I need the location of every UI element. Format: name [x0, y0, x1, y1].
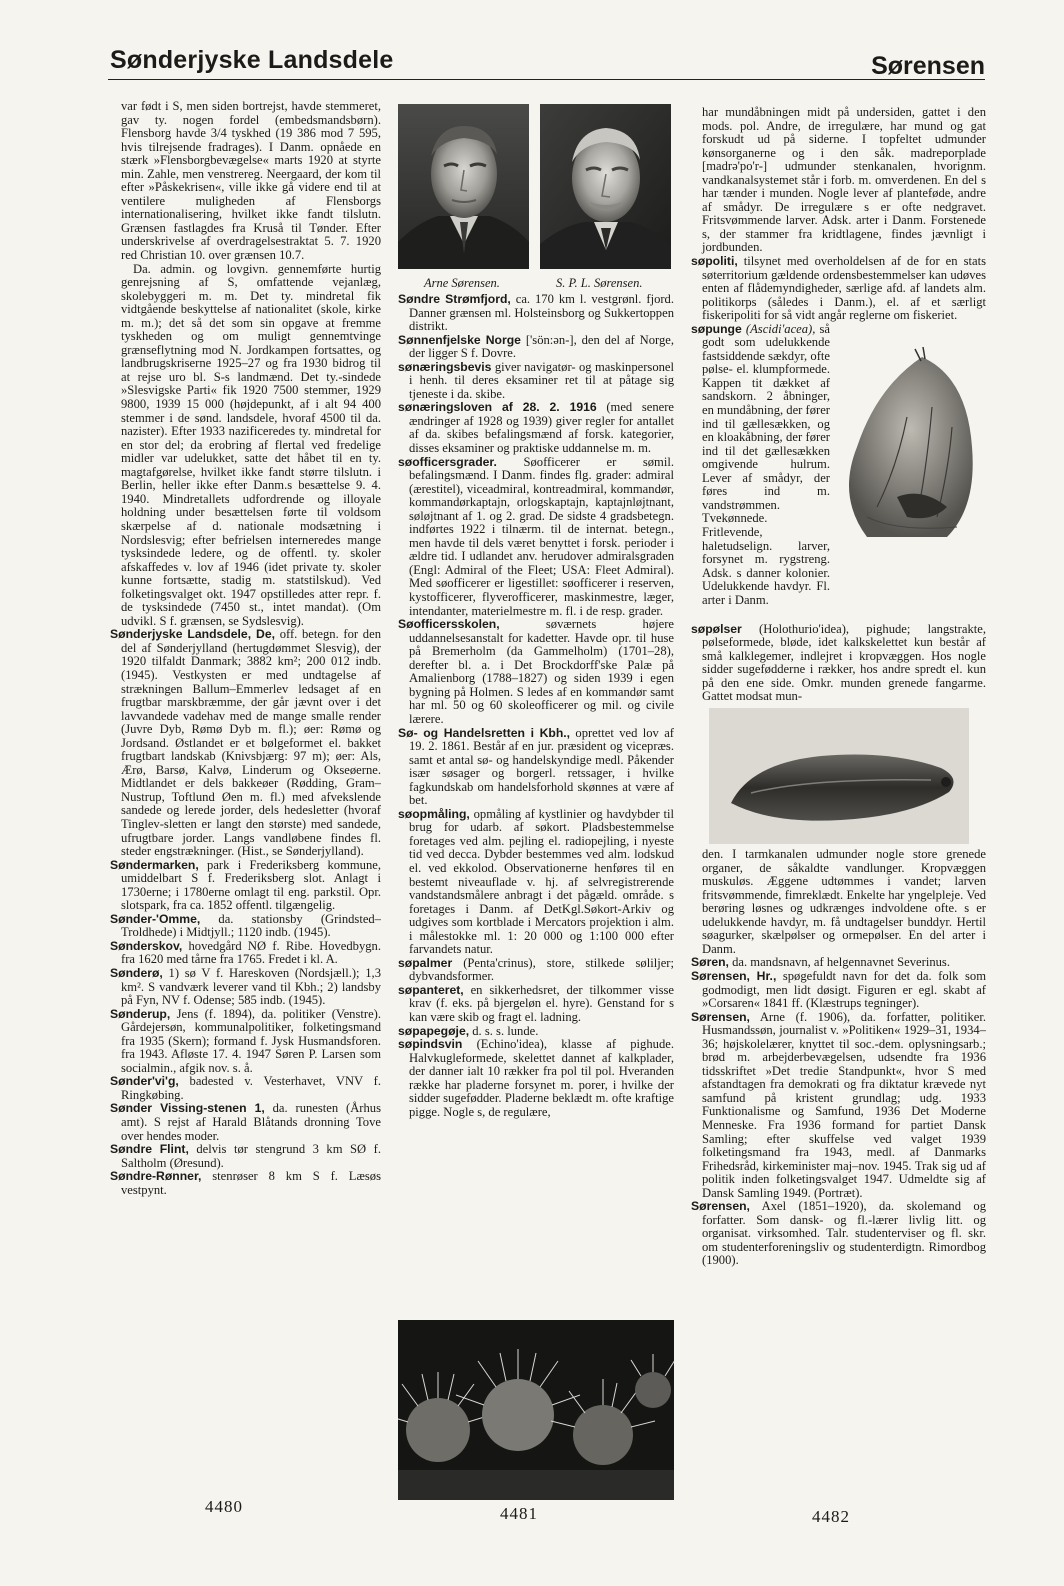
entry [398, 618, 674, 726]
page-number-left: 4480 [205, 1497, 243, 1516]
entry [691, 1200, 986, 1268]
entry-text: Da. admin. og lovgivn. gennemførte hurtig genrejsning af S, omfattende vejanlæg, skolebyggeri m. m. Det ty. mindretal fik vidtgående beskyttelse af nationalitet (skole, kirke m. m.); det så det som sin opgave at fremme tyskheden og om muligt gennemtvinge grænseflytning mod N. Jordkampen fortsattes, og landbrugskriserne 1925–27 og fra 1930 bidrog til at rejse uro bl. S-s landmænd. Det ty.-sindede »Slesvigske Parti« fik 1920 7500 stemmer, 1929 9800, 1939 15 000 (højdepunkt, af i alt 94 400 stemmer i de sønd. landsdele, hvoraf 4500 til da. nazister). Efter 1933 nazificeredes ty. mindretal for en stor del; da erobring af flertal ved fredelige midler var udelukket, satte det håbet til en ty. magtafgørelse, hvilket ikke fandt større tilslutn. i Berlin, heller ikke efter Danm.s besættelse 9. 4. 1940. Mindretallets udfordrende og illoyale holdning under besættelsen førte til voldsom skærpelse af d. nationale modsætning i Nordslesvig; efter befrielsen interneredes mange tysksindede ledere, og de offentl. ty. skoler afskaffedes v. lov af 1946 (idet private ty. skoler kunne fortsætte, stadig m. statstilskud). Ved folketingsvalget okt. 1947 opstilledes atter repr. f. de tysksindede (7450 st., intet mandat). (Om udvikl. S f. grænsen, se Sydslesvig). [121, 261, 381, 628]
entry [398, 957, 674, 984]
entry [110, 1102, 381, 1143]
entry-text: Søofficerer er sømil. befalingsmænd. I Danm. findes flg. grader: admiral (ærestitel), viceadmiral, kontreadmiral, kommandør, kommandørkaptajn, orlogskaptajn, kaptajnløjtnant, søløjtnant af 1. og 2. grad. De sidste 4 gradsbetegn. indførtes 1922 i tilnærm. til de internat. betegn., men havde til dels været benyttet i forsk. perioder i ældre tid. I udlandet anv. herudover admiralsgraden (Engl: Admiral of the Fleet; USA: Fleet Admiral). Med søofficerer er ligestillet: søofficerer i reserven, kystofficerer, flyverofficerer, maskinmestre, læger, intendanter, materielmestre m. fl. i de resp. grader. [409, 454, 674, 618]
header-right-title: Sørensen [871, 52, 985, 80]
entry-sopunge [691, 323, 830, 607]
entry [110, 628, 381, 858]
entry-text: park i Frederiksberg kommune, umiddelbart S f. Frederiksberg slot. Anlagt i 1730erne; i 1780erne omlagt til eng. parkstil. Opr. slotspark, fra ca. 1852 offentl. tilgængelig. [121, 857, 381, 913]
portrait-arne-sorensen [398, 104, 529, 269]
headword: Sønder-'Omme, [110, 911, 201, 926]
entry-text: stenrøser 8 km S f. Læsøs vestpynt. [121, 1169, 381, 1197]
headword: Søndre Strømfjord, [398, 293, 511, 306]
entry-text: ca. 170 km l. vestgrønl. fjord. Danner grænsen ml. Holsteinsborg og Sukkertoppen distrikt. [409, 293, 674, 334]
entry-text: (med senere ændringer af 1928 og 1939) giver regler for antallet af da. skibes befalingsmænd af forsk. kategorier, disses eksaminer og praktiske uddannelse m. m. [409, 400, 674, 456]
headword: Sønnenfjelske Norge [398, 332, 521, 347]
headword: sønæringsloven af 28. 2. 1916 [398, 400, 597, 415]
column-3-entries [691, 956, 986, 1268]
entry [398, 293, 674, 334]
entry-text: var født i S, men siden bortrejst, havde stemmeret, gav ty. nogen fordel (embedsmandsbørn). Flensborg havde 3/4 tyskhed (19 386 mod 7 595, hvis tilrejsende fradrages). I Danm. opnåede en stærk »Flensborgbevægelse« marts 1920 at styrte min. Zahle, men venstrereg. Neergaard, der kom til efter »Påskekrisen«, ville ikke gå videre end til at ventilere muligheden af Flensborgs internationalisering, hvilket ikke fandt tilslutn. Grænsen fastlagdes fra Kruså til Tønder. Efter underskrivelse af overdragelsestraktat 5. 7. 1920 red Christian 10. over grænsen 10.7. [121, 100, 381, 263]
headword: søpindsvin [398, 1037, 463, 1052]
headword: Sørensen, [691, 1199, 750, 1214]
entry [398, 401, 674, 455]
entry [110, 967, 381, 1008]
entry [110, 1075, 381, 1102]
entry [398, 1025, 674, 1039]
portrait-photos [398, 104, 674, 269]
entry-text: da. stationsby (Grindsted–Troldhede) i Midtjyll.; 1120 indb. (1945). [121, 911, 381, 940]
headword: sønæringsbevis [398, 359, 492, 374]
paragraph [110, 263, 381, 629]
headword: Sørensen, [691, 1009, 750, 1024]
entry [691, 1011, 986, 1201]
headword: søpoliti, [691, 254, 738, 269]
sopolser-continued: den. I tarmkanalen udmunder nogle store grenede organer, de såkaldte vandlunger. Kropvæggen muskuløs. Æggene udtømmes i vandet; larven fritsvømmende, fimreklædt. Enkelte har yngelpleje. Ved berøring løsnes og udkrænges indvoldene ofte. s er udelukkende havdyr, m. få undtagelser bunddyr. Hertil søagurker, skælpølser og ormepølser. En del arter i Danm. [702, 847, 986, 956]
entry [110, 1170, 381, 1197]
entry [691, 970, 986, 1011]
sopunge-block [691, 323, 986, 623]
headword: Sønderup, [110, 1006, 171, 1021]
headword: søpanteret, [398, 982, 464, 997]
headword: Sø- og Handelsretten i Kbh., [398, 725, 571, 740]
column-3 [691, 106, 986, 1526]
entry [110, 913, 381, 940]
entry-text: ['sön:ən-], den del af Norge, der ligger S f. Dovre. [409, 332, 674, 361]
entry-text: Jens (f. 1894), da. politiker (Venstre). Gårdejersøn, kommunalpolitiker, folketingsmand fra 1935 (Skern); formand f. Jysk Husmandsforen. fra 1943. Afløste 17. 4. 1947 Søren P. Larsen som socialmin., afgik nov. s. å. [121, 1006, 381, 1075]
entry [110, 1143, 381, 1170]
entry-text: d. s. s. lunde. [469, 1023, 539, 1038]
entry-text: off. betegn. for den del af Sønderjylland (hertugdømmet Slesvig), der 1920 tilfaldt Danmark; 3882 km²; 200 012 indb. (1945). Vestkysten er med undtagelse af strækningen Ballum–Emmerlev ledsaget af en frugtbar marskbræmme, der går jævnt over i det lavvandede vadehav med de mange smalle render (Juvre Dyb, Rømø Dyb m. fl.); øer: Rømø og Jordsand. Østlandet er et bølgeformet el. bakket frugtbart landskab (Knivsbjærg: 97 m); øer: Als, Ærø, Barsø, Kalvø, Linderum og Okseøerne. Midtlandet er dels bakkeøer (Rødding, Gram–Nustrup, Toftlund Øen m. fl.) med afvekslende sandede og lerede jorder, dels hedesletter (hvoraf Tinglev-sletten er langt den største) med sandede, ufrugtbare jorder. Langs vandløbene findes fl. steder engstrækninger. (Hist., se Sønderjylland). [121, 627, 381, 859]
column-1 [110, 100, 381, 1470]
entry-text: spøgefuldt navn for det da. folk som godmodigt, men lidt døsigt. Figuren er egl. skabt af »Corsaren« 1841 ff. (Klæstrups tegninger). [702, 968, 986, 1011]
headword: søpalmer [398, 955, 453, 970]
entry [398, 984, 674, 1025]
entry-text: Arne (f. 1906), da. forfatter, politiker. Husmandssøn, journalist v. »Politiken« 1929–31, 1934–36; højskolelærer, knyttet til soc.-dem. oplysningsarb.; brød m. arbejderbevægelsen, udsendte fra 1936 tidsskriftet »Det tredie Standpunkt«, hvor S med afstandtagen fra demokrati og fra diktatur krævede nyt samfund på kristent grundlag; udg. 1933 Funktionalisme og Samfund, 1936 Det Moderne Menneske. Fra 1936 formand for partiet Dansk Samling; efter skuffelse ved valget 1939 folketingsmand fra 1943, medl. af Danmarks Frihedsråd, kirkeminister maj–nov. 1945. Trak sig ud af politik inden folketingsvalget 1947. Udmeldte sig af Dansk Samling 1949. (Portræt). [702, 1009, 986, 1200]
paragraph [110, 100, 381, 263]
caption-sp-sorensen: S. P. L. Sørensen. [556, 276, 643, 290]
column-2-entries [398, 293, 674, 1119]
column-2 [398, 293, 674, 1325]
headword: søpunge [691, 321, 742, 336]
headword: Sønderø, [110, 966, 163, 980]
sea-cucumber-illustration [691, 708, 986, 844]
entry [691, 956, 986, 970]
headword: søofficersgrader. [398, 454, 497, 469]
entry [110, 940, 381, 967]
entry-text: opmåling af kystlinier og havdybder til brug for udarb. af søkort. Pladsbestemmelse foretages ved alm. pejling el. radiopejling, i nyeste tid ved decca. Dybder bestemmes ved alm. lodskud el. ved ekkolod. Observationerne henføres til en bestemt niveauflade v. hj. af selvregistrerende vandstandsmålere anbragt i det pågæld. område. s foretages i Danm. af DetKgl.Søkort-Arkiv og udgives som kortblade i Mercators projektion i alm. i målestokke ml. 1: 20 000 og 1:100 000 efter farvandets natur. [409, 806, 674, 957]
headword: søpapegøje, [398, 1023, 470, 1038]
entry-text: en sikkerhedsret, der tilkommer visse krav (f. eks. på bjergeløn el. hyre). Genstand for s kan være skib og fragt el. ladning. [409, 982, 674, 1024]
sea-squirt-illustration [837, 347, 986, 547]
entry [398, 1038, 674, 1119]
entry-text: da. runesten (Århus amt). S rejst af Harald Blåtands dronning Tove over hendes moder. [121, 1101, 381, 1143]
entry-sopoliti [691, 255, 986, 323]
headword: Sønderskov, [110, 938, 183, 953]
entry-text: (Penta'crinus), store, stilkede søliljer; dybvandsformer. [409, 955, 674, 984]
entry [110, 1008, 381, 1076]
entry-text: tilsynet med overholdelsen af de for en stats søterritorium gældende ordensbestemmelser kan udøves enten af flådemyndigheder, særlige afd. af landets alm. politikorps (således i Danm.), el. af et særligt fiskeripoliti for så vidt angår reglerne om fiskeriet. [702, 254, 986, 323]
caption-arne-sorensen: Arne Sørensen. [424, 276, 500, 290]
headword: søpølser [691, 621, 742, 636]
entry-text: (Echino'idea), klasse af pighude. Halvkugleformede, skelettet dannet af kalkplader, der danner ialt 10 rækker fra pol til pol. Hveranden række har pladerne forsynet m. porer, i hvilke der sidder sugefødder. Pladerne beklædt m. ofte kraftige pigge. Nogle s, de regulære, [409, 1037, 674, 1119]
entry-sopolser [691, 623, 986, 704]
entry [398, 334, 674, 361]
entry [398, 456, 674, 619]
headword: Sønder Vissing-stenen 1, [110, 1101, 265, 1116]
headword: Sørensen, Hr., [691, 968, 777, 983]
headword: Søndermarken, [110, 857, 199, 872]
sea-urchin-photo [398, 1320, 674, 1500]
entry-text: hovedgård NØ f. Ribe. Hovedbygn. fra 1620 med tårne fra 1765. Fredet i kl. A. [121, 938, 381, 967]
entry-text: badested v. Vesterhavet, VNV f. Ringkøbing. [121, 1074, 381, 1102]
header-rule [108, 79, 985, 80]
header-left-title: Sønderjyske Landsdele [110, 46, 394, 74]
entry-text: da. mandsnavn, af helgennavnet Severinus. [728, 955, 950, 970]
entry [398, 361, 674, 402]
headword: Søofficersskolen, [398, 617, 500, 632]
entry [110, 859, 381, 913]
page-number-right: 4482 [812, 1507, 850, 1526]
entry-text: giver navigatør- og maskinpersonel i henh. til deres eksaminer ret til at påtage sig tjeneste i da. skibe. [409, 359, 674, 401]
page-number-middle: 4481 [500, 1504, 538, 1523]
entry [398, 727, 674, 808]
entry-text: delvis tør stengrund 3 km SØ f. Saltholm (Øresund). [121, 1142, 381, 1170]
entry-text: søværnets højere uddannelsesanstalt for kadetter. Havde opr. til huse på Bremerholm (da Gammelholm) (1701–28), derefter bl. a. i Det Brockdorff'ske Palæ på Amalienborg (1788–1827) og siden 1939 i egen bygning på Holmen. S ledes af en kommandør samt har ml. 50 og 60 skoleofficerer og mil. og civile lærere. [409, 617, 674, 726]
column-1-entries [110, 100, 381, 1197]
entry-text: oprettet ved lov af 19. 2. 1861. Består af en jur. præsident og vicepræs. samt et antal sø- og handelskyndige medl. Påkender især søsager og borgerl. retssager, i hvilke fagkundskab om handelsforhold skønnes at være af bet. [409, 725, 674, 808]
headword: Søndre Flint, [110, 1142, 189, 1157]
entry-latin: (Ascidi'acea), [745, 321, 816, 336]
entry [398, 808, 674, 957]
entry-text: 1) sø V f. Hareskoven (Nordsjæll.); 1,3 km². S vandværk leverer vand til Kbh.; 2) landsby på Fyn, NV f. Odense; 585 indb. (1945). [121, 966, 381, 1008]
entry-text: Axel (1851–1920), da. skolemand og forfatter. Som dansk- og fl.-lærer livlig litt. og organisat. virksomhed. Talr. studenterviser og fl. skr. om studenterforeningsliv og studenterdigtn. Rimordbog (1900). [702, 1199, 986, 1268]
headword: Søndre-Rønner, [110, 1169, 202, 1184]
entry-text: så godt som udelukkende fastsiddende sækdyr, ofte pølse- el. klumpformede. Kappen tit dækket af sandskorn. 2 åbninger, en mundåbning, der fører ind til gællesækken, og en kloakåbning, der fører ind til det gællesækken omgivende hulrum. Lever af smådyr, der føres ind m. vandstrømmen. Tvekønnede. Fritlevende, haletudselign. larver, forsynet m. rygstreng. Adsk. s danner kolonier. Udelukkende havdyr. Fl. arter i Danm. [702, 321, 830, 607]
entry-text: (Holothurio'idea), pighude; langstrakte, pølseformede, bløde, idet kalkskelettet kun består af små kalklegemer, indlejret i kropvæggen. Hos nogle sidder sugefødderne i rækker, hos andre spredt el. kun på den ene side. Omkr. munden grenede fangarme. Gattet modsat mun- [702, 621, 986, 704]
headword: Søren, [691, 955, 729, 970]
headword: Sønder'vi'g, [110, 1074, 179, 1089]
headword: Sønderjyske Landsdele, De, [110, 627, 275, 642]
portrait-sp-sorensen [540, 104, 671, 269]
col3-continuation: har mundåbningen midt på undersiden, gattet i den mods. pol. Andre, de irregulære, har mund og gat forskudt ud på siderne. I topfeltet udmunder kønsorganerne og i den såk. madreporplade [madrə'po'r-] udmunder stenkanalen, hvorignm. vandkanalsystemet står i forb. m. omverdenen. En del s har tænder i munden. Nogle lever af planteføde, andre af smådyr. De irregulære s er ofte nedgravet. Fritsvømmende larver. Adsk. arter i Danm. Forstenede s, der stammer fra kridtlagene, findes jævnligt i jordbunden. [702, 106, 986, 255]
headword: søopmåling, [398, 806, 470, 821]
